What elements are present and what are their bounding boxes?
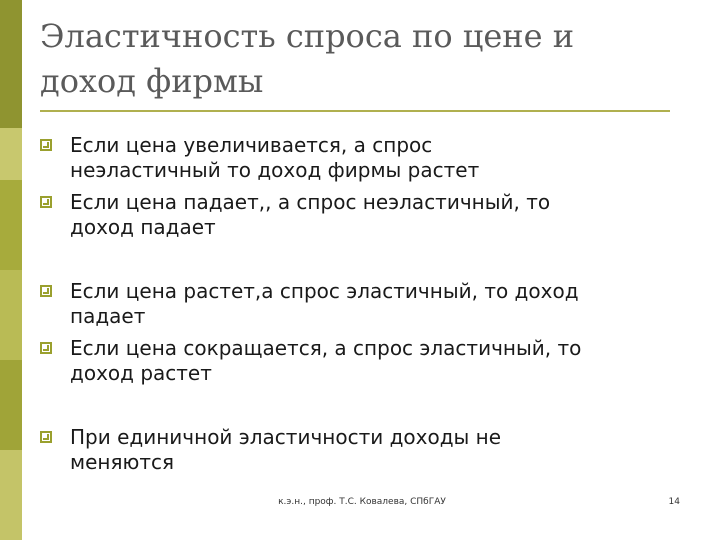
stripe-segment	[0, 450, 22, 540]
list-item-line2: неэластичный то доход фирмы растет	[70, 158, 480, 182]
list-item-text	[70, 133, 680, 183]
stripe-segment	[0, 270, 22, 360]
slide-title-line1: Эластичность спроса по цене и	[40, 17, 575, 55]
checkbox-square-icon	[40, 342, 52, 354]
list-item-line1: Если цена растет,а спрос эластичный, то доход	[70, 279, 579, 303]
stripe-segment	[0, 0, 22, 128]
page-number: 14	[668, 497, 680, 507]
list-item-line2: доход падает	[70, 215, 216, 239]
footer-author: к.э.н., проф. Т.С. Ковалева, СПбГАУ	[278, 497, 446, 507]
checkbox-square-icon	[40, 285, 52, 297]
stripe-segment	[0, 128, 22, 180]
list-item-line1: Если цена падает,, а спрос неэластичный, то	[70, 190, 551, 214]
stripe-segment	[0, 180, 22, 270]
slide-title-line2: доход фирмы	[40, 62, 264, 100]
decorative-side-stripe	[0, 0, 22, 540]
slide-title	[40, 14, 680, 104]
list-item-text	[70, 279, 680, 329]
checkbox-square-icon	[40, 431, 52, 443]
list-item-line1: Если цена увеличивается, а спрос	[70, 133, 433, 157]
list-item-line2: падает	[70, 304, 146, 328]
checkbox-square-icon	[40, 196, 52, 208]
list-item-text	[70, 336, 680, 386]
list-item-text	[70, 190, 680, 240]
list-item-line2: меняются	[70, 450, 175, 474]
list-item-line2: доход растет	[70, 361, 212, 385]
list-item-text	[70, 425, 680, 475]
list-item-line1: Если цена сокращается, а спрос эластичный, то	[70, 336, 582, 360]
title-divider	[40, 110, 670, 112]
list-item-line1: При единичной эластичности доходы не	[70, 425, 502, 449]
checkbox-square-icon	[40, 139, 52, 151]
stripe-segment	[0, 360, 22, 450]
